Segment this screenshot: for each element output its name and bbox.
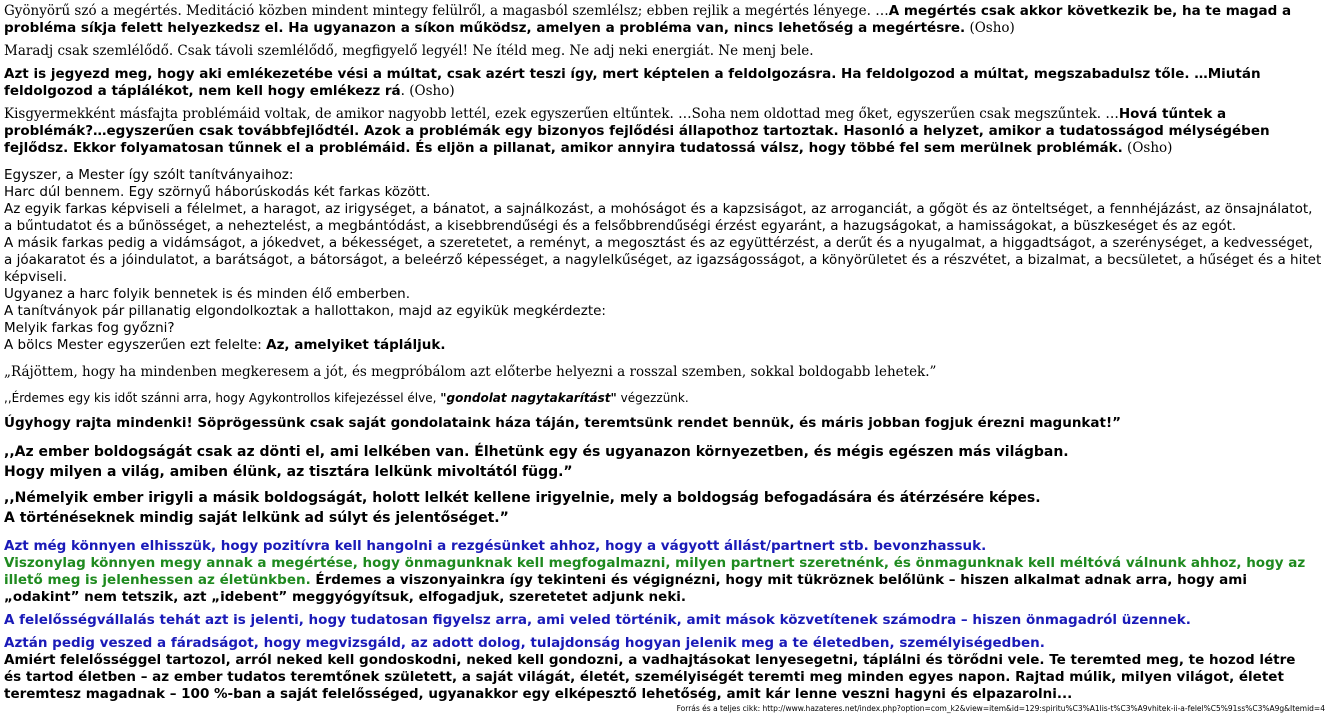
story-line: Ugyanez a harc folyik bennetek is és minden élő emberben. — [4, 286, 411, 302]
story-line: A másik farkas pedig a vidámságot, a jókedvet, a békességet, a szeretetet, a reményt, a megosztást és az együttérzést, a derűt és a nyugalmat, a higgadtságot, a szerénységet, a kedvességet, a jóakaratot és a jóindulatot, a barátságot, a bátorságot, a beleérző képességet, a nagylelkűséget, az igazságosságot, a könyörületet és a részvétet, a bizalmat, a becsületet, a hűséget és a hitet képviseli. — [4, 235, 1322, 285]
blue-text: Aztán pedig veszed a fáradságot, hogy megvizsgáld, az adott dolog, tulajdonság hogyan jelenik meg a te életedben, személyiségedben. — [4, 635, 1045, 651]
paragraph-mult — [4, 66, 1323, 100]
mixed-paragraph — [4, 555, 1323, 606]
quote-boldogsag — [4, 442, 1323, 482]
story-answer-intro: A bölcs Mester egyszerűen ezt felelte: — [4, 337, 267, 353]
quote-line: Hogy milyen a világ, amiben élünk, az tisztára lelkünk mivoltától függ.” — [4, 464, 573, 480]
paragraph-megertes — [4, 3, 1323, 37]
author-credit: (Osho) — [1122, 140, 1173, 156]
black-bold-text: Érdemes a viszonyainkra így tekinteni és végignézni, hogy mit tükröznek belőlünk – hiszen alkalmat adnak arra, hogy ami „odakint” nem tetszik, azt „idebent” meggyógyítsuk, elfogadjuk, szeretetet adjunk neki. — [4, 572, 1247, 605]
paragraph-text: Gyönyörű szó a megértés. Meditáció közben mindent mintegy felülről, a magasból szemlélsz; ebben rejlik a megértés lényege. … — [4, 3, 889, 19]
quote-line: A történéseknek mindig saját lelkünk ad súlyt és jelentőséget.” — [4, 510, 509, 526]
author-credit: (Osho) — [965, 20, 1015, 36]
quote-text: végezzünk. — [616, 391, 689, 405]
paragraph-vonzas — [4, 538, 1323, 606]
quote-sopregessunk — [4, 415, 1323, 432]
paragraph-szemlelodo — [4, 43, 1323, 60]
quote-text: ,,Érdemes egy kis időt szánni arra, hogy Agykontrollos kifejezéssel élve, — [4, 391, 441, 405]
quote-emphasis: "gondolat nagytakarítást" — [440, 391, 617, 405]
paragraph-bold-text: Hová tűntek a problémák?…egyszerűen csak továbbfejlődtél. Azok a problémák egy bizonyos fejlődési állapothoz tartoztak. Hasonló a helyzet, amikor a tudatosságod mélységében fejlődsz. Ekkor folyamatosan tűnnek el a problémáid. És eljön a pillanat, amikor annyira tudatossá válsz, hogy többé fel sem merülnek problémák. — [4, 106, 1270, 156]
paragraph-bold-text: Azt is jegyezd meg, hogy aki emlékezetébe vési a múltat, csak azért teszi így, mert képtelen a feldolgozásra. Ha feldolgozod a múltat, megszabadulsz tőle. …Miután feldolgozod a táplálékot, nem kell hogy emlékezz rá — [4, 66, 1261, 99]
quote-jo — [4, 364, 1323, 381]
story-line: Harc dúl bennem. Egy szörnyű háborúskodás két farkas között. — [4, 184, 431, 200]
paragraph-text: Maradj csak szemlélődő. Csak távoli szemlélődő, megfigyelő legyél! Ne ítéld meg. Ne adj neki energiát. Ne menj bele. — [4, 43, 814, 59]
story-ket-farkas — [4, 167, 1323, 354]
blue-text: A felelősségvállalás tehát azt is jelenti, hogy tudatosan figyelsz arra, ami veled történik, amit mások közvetítenek számodra – hiszen önmagadról üzennek. — [4, 612, 1191, 628]
paragraph-teremtes — [4, 635, 1323, 703]
green-text: Viszonylag könnyen megy annak a megértése, hogy önmagunknak kell megfogalmazni, milyen partnert szeretnénk, és önmagunknak kell méltóvá válnunk ahhoz, hogy az illető meg is jelenhessen az életünkben. — [4, 555, 1306, 588]
quote-irigyles — [4, 488, 1323, 528]
quote-nagytakaritas — [4, 391, 1323, 405]
paragraph-bold-text: A megértés csak akkor következik be, ha te magad a probléma síkja felett helyezkedsz el. Ha ugyanazon a síkon működsz, amelyen a probléma van, nincs lehetőség a megértésre. — [4, 3, 1292, 36]
quote-text: „Rájöttem, hogy ha mindenben megkeresem a jót, és megpróbálom azt előterbe helyezni a rosszal szemben, sokkal boldogabb lehetek.” — [4, 364, 937, 380]
story-line: Melyik farkas fog győzni? — [4, 320, 175, 336]
story-line: Egyszer, a Mester így szólt tanítványaihoz: — [4, 167, 294, 183]
story-line: A tanítványok pár pillanatig elgondolkoztak a hallottakon, majd az egyikük megkérdezte: — [4, 303, 606, 319]
paragraph-felelosseg — [4, 612, 1323, 629]
story-answer: Az, amelyiket tápláljuk. — [266, 337, 446, 353]
paragraph-text: Kisgyermekként másfajta problémáid voltak, de amikor nagyobb lettél, ezek egyszerűen eltűntek. …Soha nem oldottad meg őket, egyszerűen csak megszűntek. … — [4, 106, 1119, 122]
quote-text: Úgyhogy rajta mindenki! Söprögessünk csak saját gondolataink háza táján, teremtsünk rendet bennük, és máris jobban fogjuk érezni magunkat!” — [4, 415, 1122, 431]
black-bold-text: Amiért felelősséggel tartozol, arról neked kell gondoskodni, neked kell gondozni, a vadhajtásokat lenyesegetni, táplálni és törődni vele. Te teremted meg, te hozod létre és tartod életben – az ember tudatos teremtőnek született, a saját világát, életét, személyiségét teremti meg minden egyes napon. Rajtad múlik, milyen világot, életet teremtesz magadnak – 100 %-ban a saját felelősséged, ugyanakkor egy elképesztő lehetőség, amit kár lenne veszni hagyni és elpazarolni... — [4, 652, 1296, 702]
story-line: Az egyik farkas képviseli a félelmet, a haragot, az irigységet, a bánatot, a sajnálkozást, a mohóságot és a kapzsiságot, az arroganciát, a gőgöt és az önteltséget, a fennhéjázást, az önsajnálatot, a bűntudatot és a bűnösséget, a neheztelést, a megbántódást, a kisebbrendűségi és a felsőbbrendűségi érzést egyaránt, a hazugságokat, a hamisságokat, a büszkeséget és az egót. — [4, 201, 1313, 234]
quote-line: ,,Az ember boldogságát csak az dönti el, ami lelkében van. Élhetünk egy és ugyanazon környezetben, és mégis egészen más világban. — [4, 444, 1069, 460]
paragraph-problemak — [4, 106, 1323, 157]
story-line — [4, 337, 1323, 354]
author-credit: . (Osho) — [400, 83, 455, 99]
blue-text: Azt még könnyen elhisszük, hogy pozitívra kell hangolni a rezgésünket ahhoz, hogy a vágyott állást/partnert stb. bevonzhassuk. — [4, 538, 987, 554]
quote-line: ,,Némelyik ember irigyli a másik boldogságát, holott lelkét kellene irigyelnie, mely a boldogság befogadására és átérzésére képes. — [4, 490, 1041, 506]
source-link-text[interactable]: Forrás és a teljes cikk: http://www.hazateres.net/index.php?option=com_k2&view=item&id=129:spiritu%C3%A1lis-t%C3%A9vhitek-ii-a-felel%C5%91ss%C3%A9g&Itemid=4 — [676, 704, 1325, 713]
